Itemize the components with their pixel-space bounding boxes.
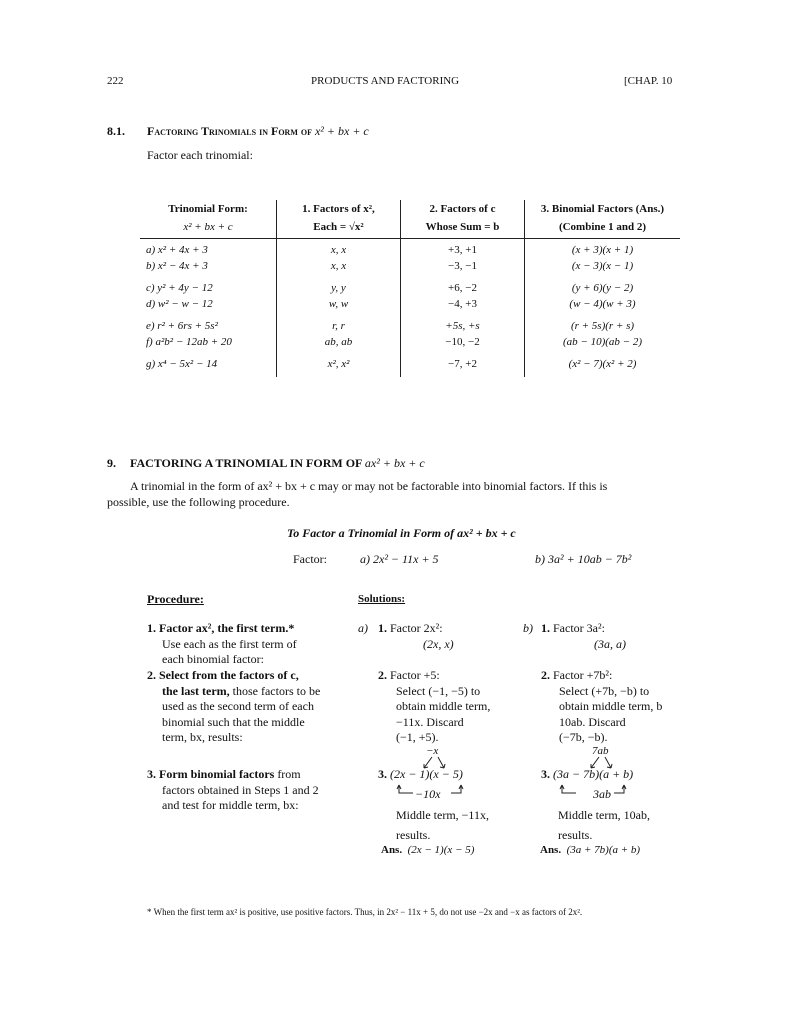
problem-b: b) 3a² + 10ab − 7b² bbox=[535, 552, 632, 566]
solution-b-step-3: 3. (3a − 7b)(a + b) bbox=[541, 767, 634, 781]
footnote: * When the first term ax² is positive, use positive factors. Thus, in 2x² − 11x + 5, do not use −2x and −x as factors of 2x². bbox=[147, 907, 583, 917]
chapter-ref: [CHAP. 10 bbox=[624, 75, 673, 87]
procedure-step-3: 3. Form binomial factors from factors obtained in Steps 1 and 2 and test for middle term, bx: bbox=[147, 767, 319, 813]
section-8-1-title-expr: x² + bx + c bbox=[314, 124, 369, 138]
solution-b-middle-term: Middle term, 10ab, results. bbox=[558, 808, 650, 842]
solution-b-answer: Ans. (3a + 7b)(a + b) bbox=[540, 844, 641, 856]
solution-a-middle-term: Middle term, −11x, results. bbox=[396, 808, 489, 842]
solution-b-cross-top: 7ab bbox=[592, 745, 609, 757]
solution-a-label: a) bbox=[358, 621, 368, 635]
solution-a-step-3: 3. (2x − 1)(x − 5) bbox=[378, 767, 463, 781]
factor-label: Factor: bbox=[293, 552, 327, 566]
problem-a: a) 2x² − 11x + 5 bbox=[360, 552, 439, 566]
solution-a-step-2: 2. Factor +5: Select (−1, −5) to obtain middle term, −11x. Discard (−1, +5). bbox=[378, 668, 491, 745]
instruction: Factor each trinomial: bbox=[147, 148, 253, 162]
col-head-binomial: 3. Binomial Factors (Ans.) bbox=[525, 200, 681, 218]
solutions-heading: Solutions: bbox=[358, 593, 406, 605]
table-row: a) x² + 4x + 3 x, x +3, +1 (x + 3)(x + 1) bbox=[140, 239, 680, 259]
procedure-step-1: 1. Factor ax², the first term.* Use each as the first term of each binomial factor: bbox=[147, 621, 297, 667]
table-row: d) w² − w − 12 w, w −4, +3 (w − 4)(w + 3) bbox=[140, 297, 680, 313]
box-title: To Factor a Trinomial in Form of ax² + bx + c bbox=[287, 526, 516, 540]
page-number: 222 bbox=[107, 75, 124, 87]
col-sub-factors-c: Whose Sum = b bbox=[401, 218, 525, 239]
trinomial-table bbox=[140, 200, 680, 377]
table-row: g) x⁴ − 5x² − 14 x², x² −7, +2 (x² − 7)(x² + 2) bbox=[140, 350, 680, 377]
table-row: c) y² + 4y − 12 y, y +6, −2 (y + 6)(y − 2) bbox=[140, 274, 680, 297]
col-head-factors-x: 1. Factors of x², bbox=[277, 200, 401, 218]
intro-line-2: possible, use the following procedure. bbox=[107, 495, 290, 509]
procedure-heading: Procedure: bbox=[147, 592, 204, 606]
section-9-number: 9. bbox=[107, 456, 116, 470]
solution-a-cross-top: −x bbox=[426, 745, 439, 757]
section-9-title: FACTORING A TRINOMIAL IN FORM OF ax² + bx + c bbox=[130, 456, 425, 470]
solution-b-step-2: 2. Factor +7b²: Select (+7b, −b) to obtain middle term, b 10ab. Discard (−7b, −b). bbox=[541, 668, 663, 745]
section-8-1-number: 8.1. bbox=[107, 124, 125, 138]
table-row: b) x² − 4x + 3 x, x −3, −1 (x − 3)(x − 1) bbox=[140, 259, 680, 275]
solution-b-label: b) bbox=[523, 621, 533, 635]
section-8-1-title: Factoring Trinomials in Form of x² + bx + c bbox=[147, 124, 369, 138]
chapter-title: PRODUCTS AND FACTORING bbox=[311, 75, 460, 87]
intro-line-1: A trinomial in the form of ax² + bx + c may or may not be factorable into binomial factors. If this is bbox=[130, 479, 608, 493]
col-head-trinomial: Trinomial Form: bbox=[168, 203, 248, 215]
procedure-step-2: 2. Select from the factors of c, the last term, those factors to be used as the second term of each binomial such that the middle term, bx, results: bbox=[147, 668, 321, 745]
solution-a-step-1: 1. Factor 2x²: (2x, x) bbox=[378, 621, 454, 651]
section-9-title-expr: ax² + bx + c bbox=[364, 456, 425, 470]
table-row: e) r² + 6rs + 5s² r, r +5s, +s (r + 5s)(r + s) bbox=[140, 312, 680, 335]
col-sub-trinomial: x² + bx + c bbox=[140, 218, 277, 239]
table-row: f) a²b² − 12ab + 20 ab, ab −10, −2 (ab − 10)(ab − 2) bbox=[140, 335, 680, 351]
col-head-factors-c: 2. Factors of c bbox=[401, 200, 525, 218]
col-sub-binomial: (Combine 1 and 2) bbox=[525, 218, 681, 239]
col-sub-factors-x: Each = √x² bbox=[277, 218, 401, 239]
solution-a-answer: Ans. (2x − 1)(x − 5) bbox=[381, 844, 475, 856]
solution-b-cross-bottom: 3ab bbox=[593, 787, 611, 801]
solution-a-cross-bottom: −10x bbox=[415, 787, 441, 801]
solution-b-step-1: 1. Factor 3a²: (3a, a) bbox=[541, 621, 626, 651]
